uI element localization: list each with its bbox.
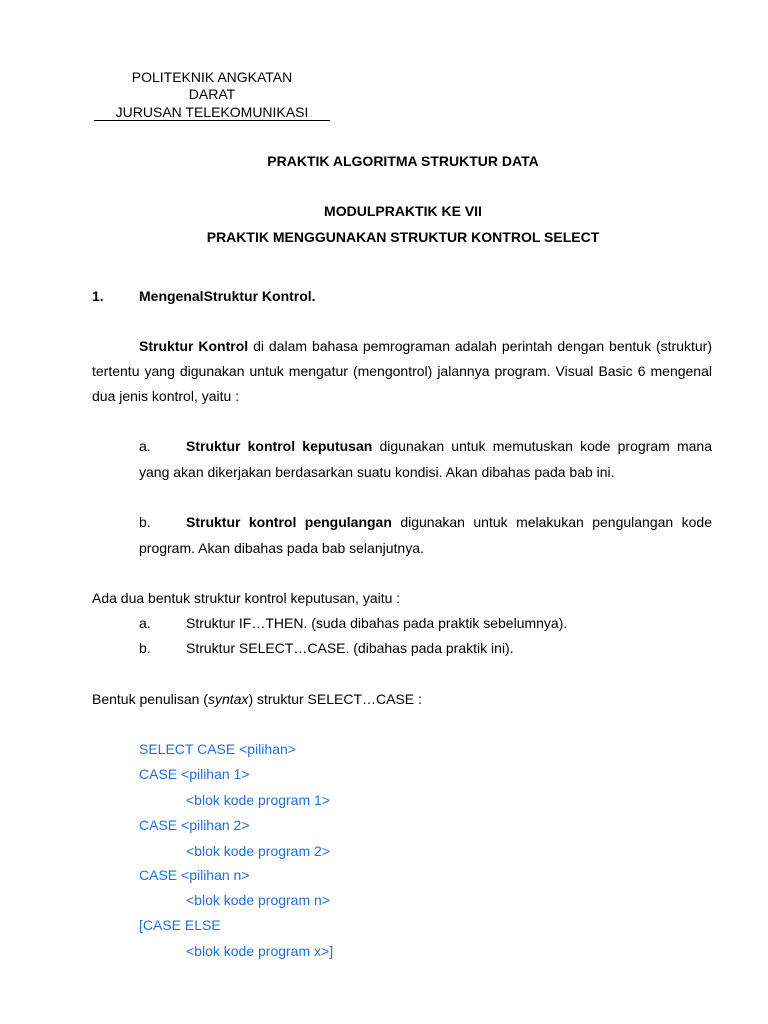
course-title: PRAKTIK ALGORITMA STRUKTUR DATA <box>267 153 539 169</box>
control-type-a <box>139 434 712 485</box>
code-line: SELECT CASE <pilihan> <box>139 741 296 757</box>
control-type-b-term: Struktur kontrol pengulangan <box>186 514 392 530</box>
decision-forms-intro: Ada dua bentuk struktur kontrol keputusan, yaitu : <box>92 590 401 606</box>
code-line: <blok kode program x>] <box>186 943 334 959</box>
institution-name-line2: DARAT <box>188 86 236 102</box>
decision-form-b-text: Struktur SELECT…CASE. (dibahas pada praktik ini). <box>186 640 514 656</box>
header-underline <box>94 120 330 121</box>
syntax-intro-before: Bentuk penulisan ( <box>92 691 208 707</box>
code-line: [CASE ELSE <box>139 917 221 933</box>
code-line: <blok kode program 1> <box>186 792 330 808</box>
code-line: <blok kode program n> <box>186 892 330 908</box>
institution-name-line1: POLITEKNIK ANGKATAN <box>131 69 293 85</box>
intro-term: Struktur Kontrol <box>139 338 249 354</box>
control-type-a-term: Struktur kontrol keputusan <box>186 438 373 454</box>
code-line: CASE <pilihan 1> <box>139 766 250 782</box>
syntax-intro <box>92 691 422 707</box>
intro-paragraph <box>92 334 712 409</box>
module-title: MODULPRAKTIK KE VII <box>324 203 482 219</box>
control-type-b-text: digunakan untuk melakukan pengulangan kode program. Akan dibahas pada bab selanjutnya. <box>139 514 713 556</box>
control-type-a-letter: a. <box>139 438 151 454</box>
section-number: 1. <box>92 288 104 304</box>
intro-text: di dalam bahasa pemrograman adalah perintah dengan bentuk (struktur) tertentu yang digunakan untuk mengatur (mengontrol) jalannya program. Visual Basic 6 mengenal dua jenis kontrol, yaitu : <box>92 338 712 404</box>
section-title: MengenalStruktur Kontrol. <box>139 288 316 304</box>
code-line: CASE <pilihan n> <box>139 867 250 883</box>
decision-form-b-letter: b. <box>139 640 151 656</box>
control-type-b-letter: b. <box>139 514 151 530</box>
code-line: CASE <pilihan 2> <box>139 817 250 833</box>
department-name: JURUSAN TELEKOMUNIKASI <box>115 104 309 120</box>
syntax-intro-italic: syntax <box>207 691 249 707</box>
syntax-intro-after: ) struktur SELECT…CASE : <box>248 691 422 707</box>
control-type-b <box>139 510 712 561</box>
control-type-a-text: digunakan untuk memutuskan kode program mana yang akan dikerjakan berdasarkan suatu kondisi. Akan dibahas pada bab ini. <box>139 438 712 480</box>
topic-title: PRAKTIK MENGGUNAKAN STRUKTUR KONTROL SELECT <box>206 229 600 245</box>
code-line: <blok kode program 2> <box>186 843 330 859</box>
decision-form-a-text: Struktur IF…THEN. (suda dibahas pada praktik sebelumnya). <box>186 615 568 631</box>
decision-form-a-letter: a. <box>139 615 151 631</box>
